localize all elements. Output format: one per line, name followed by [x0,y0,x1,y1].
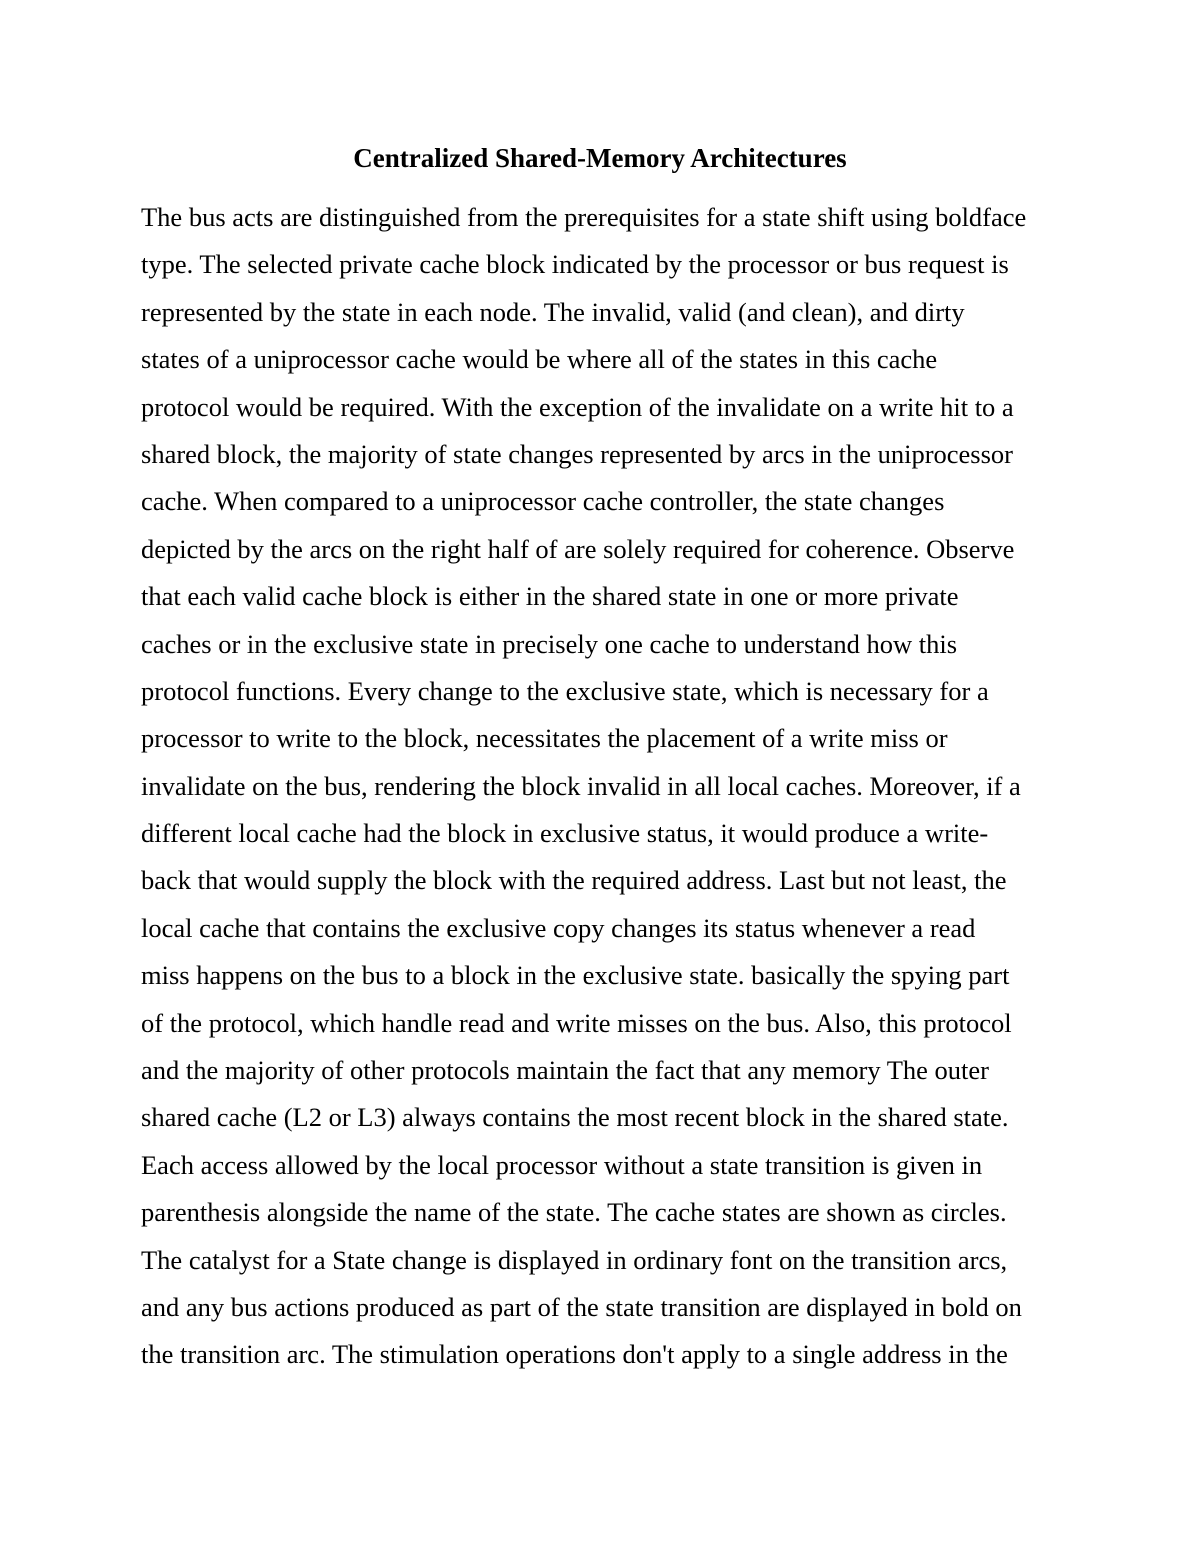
text-line: miss happens on the bus to a block in the exclusive state. basically the spying part [141,960,1010,991]
text-line: caches or in the exclusive state in precisely one cache to understand how this [141,628,958,659]
text-line: shared cache (L2 or L3) always contains the most recent block in the shared state. [141,1102,1009,1133]
text-line: different local cache had the block in exclusive status, it would produce a write- [141,818,989,849]
page-title: Centralized Shared-Memory Architectures [353,143,847,173]
text-line: the transition arc. The stimulation operations don't apply to a single address in the [141,1339,1008,1370]
text-line: parenthesis alongside the name of the state. The cache states are shown as circles. [141,1197,1007,1228]
text-line: protocol functions. Every change to the exclusive state, which is necessary for a [141,675,989,706]
text-line: and any bus actions produced as part of the state transition are displayed in bold on [141,1291,1022,1322]
text-line: back that would supply the block with the required address. Last but not least, the [141,865,1007,896]
text-line: protocol would be required. With the exception of the invalidate on a write hit to a [141,391,1014,422]
body-text [141,194,1061,1379]
text-line: Each access allowed by the local processor without a state transition is given in [141,1149,983,1180]
text-line: processor to write to the block, necessitates the placement of a write miss or [141,723,948,754]
text-line: The catalyst for a State change is displayed in ordinary font on the transition arcs, [141,1244,1008,1275]
text-line: represented by the state in each node. The invalid, valid (and clean), and dirty [141,296,965,327]
text-line: and the majority of other protocols maintain the fact that any memory The outer [141,1055,989,1086]
text-line: states of a uniprocessor cache would be where all of the states in this cache [141,344,938,375]
text-line: shared block, the majority of state changes represented by arcs in the uniprocessor [141,438,1013,469]
text-line: The bus acts are distinguished from the prerequisites for a state shift using boldface [141,202,1027,232]
text-line: depicted by the arcs on the right half of are solely required for coherence. Observe [141,533,1015,564]
text-line: cache. When compared to a uniprocessor cache controller, the state changes [141,486,945,517]
text-line: of the protocol, which handle read and write misses on the bus. Also, this protocol [141,1007,1012,1038]
text-line: that each valid cache block is either in the shared state in one or more private [141,581,959,612]
text-line: type. The selected private cache block indicated by the processor or bus request is [141,249,1009,280]
text-line: local cache that contains the exclusive copy changes its status whenever a read [141,912,976,943]
text-line: invalidate on the bus, rendering the block invalid in all local caches. Moreover, if a [141,770,1021,801]
